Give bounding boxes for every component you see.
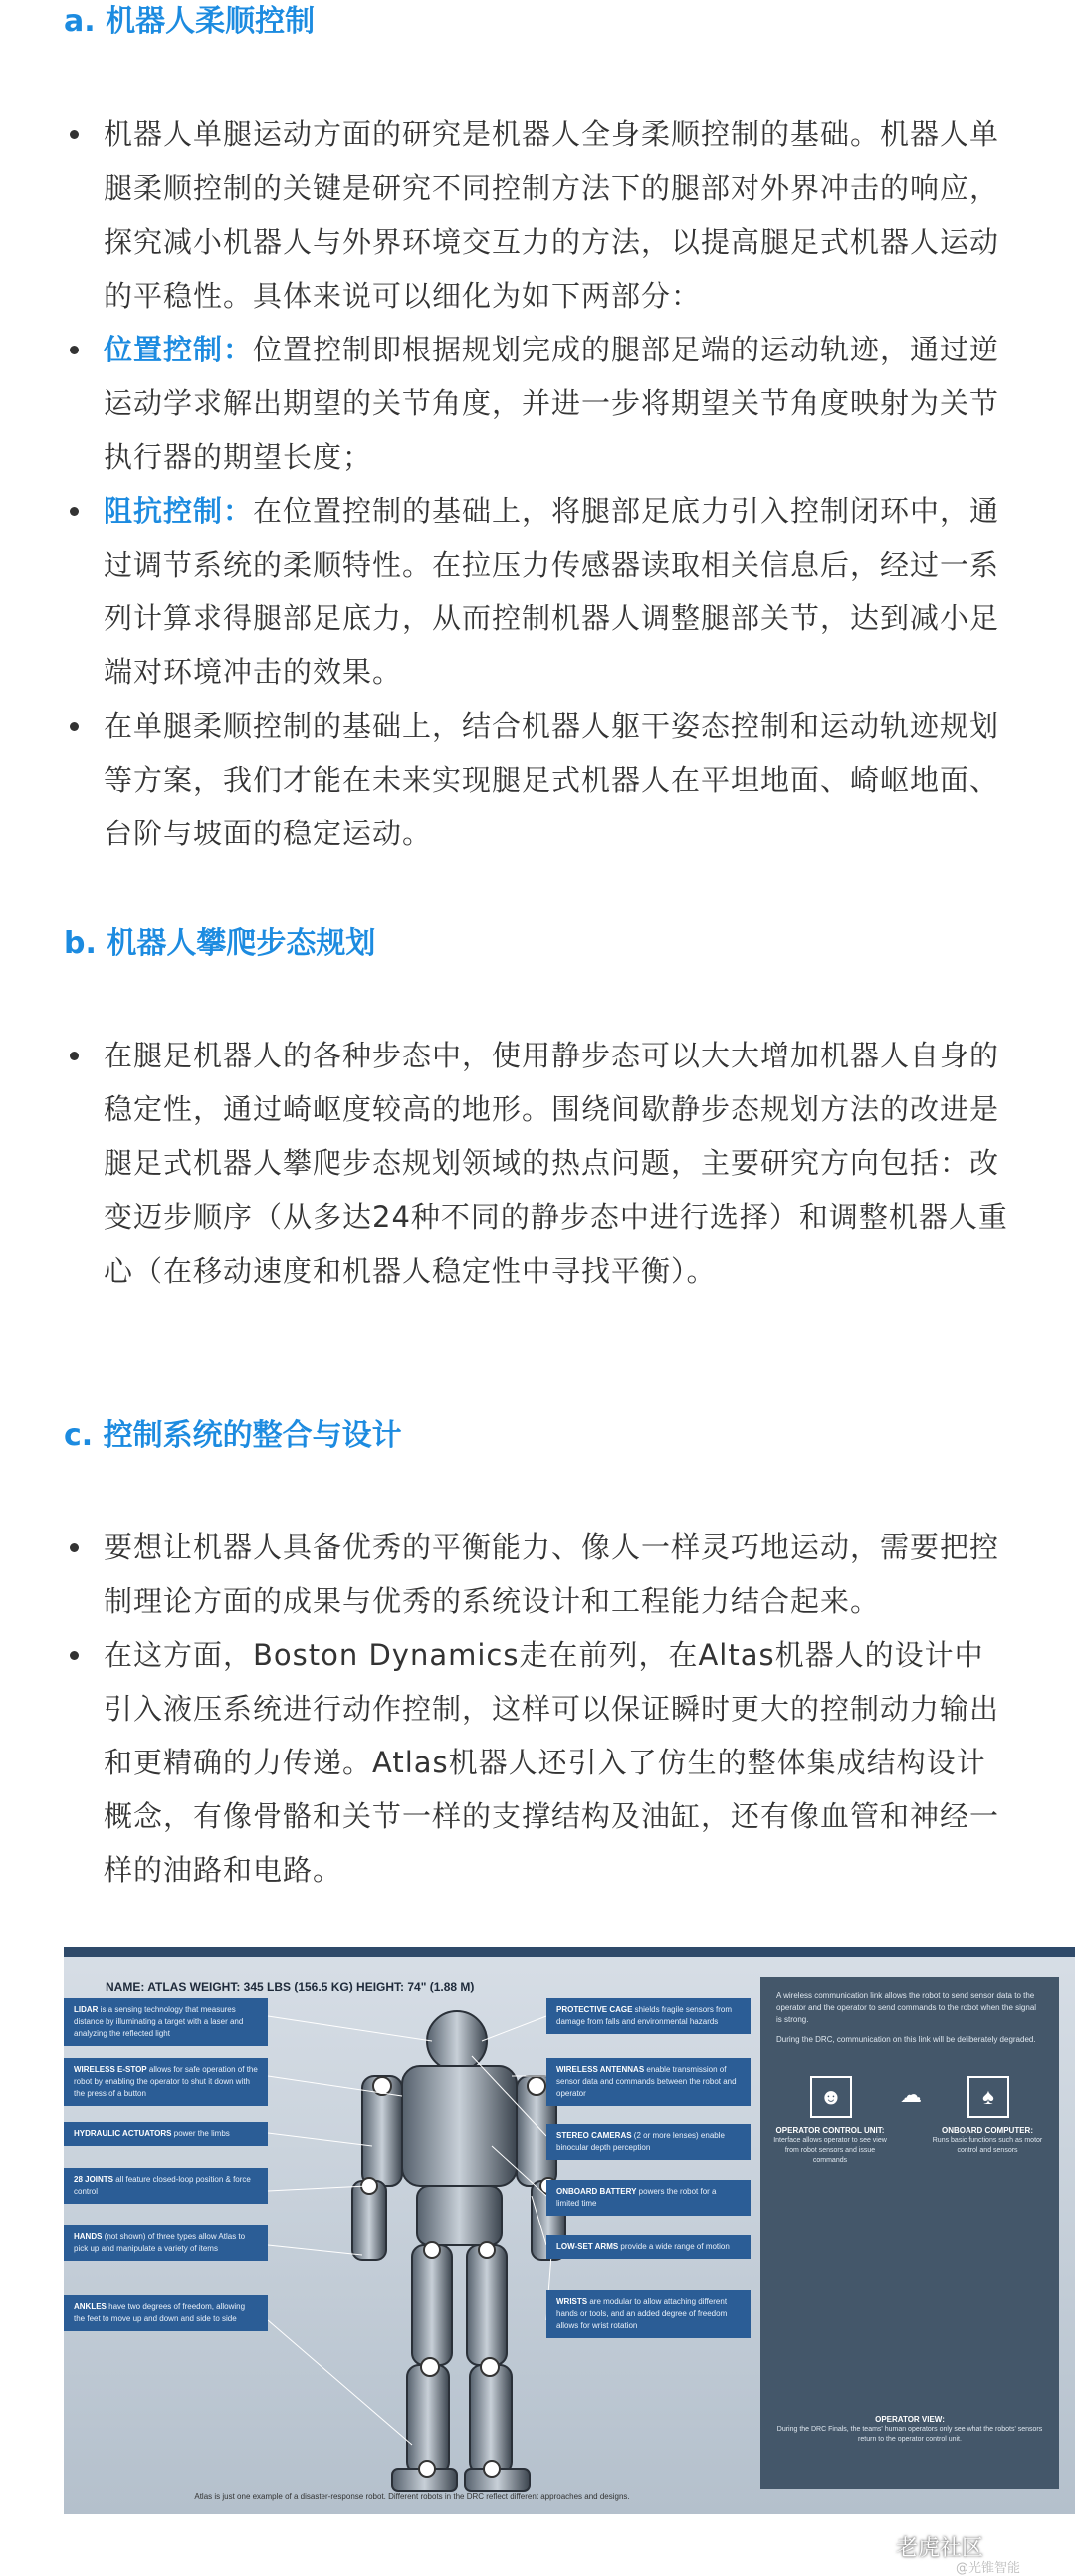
panel-text: A wireless communication link allows the robot to send sensor data to the operator and the operator to send commands to the robot when the signal is strong. bbox=[776, 1991, 1037, 2024]
callout-title: PROTECTIVE CAGE bbox=[556, 2005, 633, 2014]
operator-view-text: During the DRC Finals, the teams' human operators only see what the robots' sensors return to the operator control unit. bbox=[776, 2426, 1043, 2443]
bullet-text: 在位置控制的基础上，将腿部足底力引入控制闭环中，通过调节系统的柔顺特性。在拉压力传感器读取相关信息后，经过一系列计算求得腿部足底力，从而控制机器人调整腿部关节，达到减小足端对环境冲击的效果。 bbox=[104, 494, 1000, 689]
operator-view bbox=[776, 2415, 1043, 2445]
bullet-keyword: 阻抗控制： bbox=[104, 494, 254, 528]
callout-title: STEREO CAMERAS bbox=[556, 2131, 632, 2140]
callout-wrists bbox=[546, 2290, 751, 2338]
operator-icon: ☻ bbox=[810, 2076, 852, 2118]
callout-title: WIRELESS E-STOP bbox=[74, 2065, 147, 2074]
callout-text: provide a wide range of motion bbox=[618, 2242, 730, 2251]
bullet-text: 在单腿柔顺控制的基础上，结合机器人躯干姿态控制和运动轨迹规划等方案，我们才能在未来实现腿足式机器人在平坦地面、崎岖地面、台阶与坡面的稳定运动。 bbox=[104, 709, 1000, 850]
operator-control-unit bbox=[770, 2126, 890, 2166]
callout-title: LOW-SET ARMS bbox=[556, 2242, 619, 2251]
onboard-computer bbox=[928, 2126, 1047, 2156]
watermark-author: @光锥智能 bbox=[956, 2561, 1021, 2576]
callout-wireless-antennas bbox=[546, 2058, 751, 2106]
robot-icon: ♠ bbox=[968, 2076, 1009, 2118]
section-c-heading: c. 控制系统的整合与设计 bbox=[64, 1418, 402, 1453]
watermark-logo: 老虎社区 bbox=[896, 2536, 984, 2561]
list-item bbox=[64, 1521, 1009, 1628]
callout-text: all feature closed-loop position & force control bbox=[74, 2175, 251, 2196]
list-item bbox=[64, 108, 1009, 323]
callout-wireless-estop bbox=[64, 2058, 268, 2106]
atlas-infographic bbox=[64, 1947, 1075, 2514]
callout-text: (2 or more lenses) enable binocular depth perception bbox=[556, 2131, 725, 2152]
callout-title: LIDAR bbox=[74, 2005, 99, 2014]
callout-onboard-battery bbox=[546, 2180, 751, 2216]
bullet-text: 在腿足机器人的各种步态中，使用静步态可以大大增加机器人自身的稳定性，通过崎岖度较高的地形。围绕间歇静步态规划方法的改进是腿足式机器人攀爬步态规划领域的热点问题，主要研究方向包括：改变迈步顺序（从多达24种不同的静步态中进行选择）和调整机器人重心（在移动速度和机器人稳定性中寻找平衡）。 bbox=[104, 1039, 1008, 1288]
callout-text: allows for safe operation of the robot by enabling the operator to shut it down with the press of a button bbox=[74, 2065, 258, 2098]
callout-text: powers the robot for a limited time bbox=[556, 2187, 717, 2208]
unit-title: ONBOARD COMPUTER: bbox=[942, 2126, 1033, 2135]
list-item bbox=[64, 1029, 1009, 1297]
infographic-caption: Atlas is just one example of a disaster-response robot. Different robots in the DRC reflect different approaches and designs. bbox=[194, 2492, 630, 2501]
callout-hands bbox=[64, 2225, 268, 2261]
callout-low-set-arms bbox=[546, 2235, 751, 2259]
callout-title: WRISTS bbox=[556, 2297, 588, 2306]
robot-specs: NAME: ATLAS WEIGHT: 345 LBS (156.5 KG) HEIGHT: 74" (1.88 M) bbox=[106, 1980, 475, 1993]
unit-title: OPERATOR CONTROL UNIT: bbox=[775, 2126, 885, 2135]
panel-text: During the DRC, communication on this link will be deliberately degraded. bbox=[776, 2035, 1036, 2044]
callout-title: HANDS bbox=[74, 2232, 103, 2241]
callout-title: WIRELESS ANTENNAS bbox=[556, 2065, 645, 2074]
callout-stereo-cameras bbox=[546, 2124, 751, 2160]
list-item bbox=[64, 484, 1009, 699]
callout-text: power the limbs bbox=[171, 2129, 230, 2138]
callout-lidar bbox=[64, 1998, 268, 2046]
callout-title: HYDRAULIC ACTUATORS bbox=[74, 2129, 172, 2138]
callout-title: ONBOARD BATTERY bbox=[556, 2187, 637, 2196]
bullet-text: 要想让机器人具备优秀的平衡能力、像人一样灵巧地运动，需要把控制理论方面的成果与优秀的系统设计和工程能力结合起来。 bbox=[104, 1530, 1000, 1618]
list-item bbox=[64, 323, 1009, 484]
callout-title: ANKLES bbox=[74, 2302, 107, 2311]
section-b-heading: b. 机器人攀爬步态规划 bbox=[64, 926, 376, 961]
section-a-list bbox=[64, 108, 1009, 860]
communication-panel bbox=[760, 1977, 1059, 2489]
callout-text: have two degrees of freedom, allowing the feet to move up and down and side to side bbox=[74, 2302, 246, 2323]
callout-protective-cage bbox=[546, 1998, 751, 2034]
callout-joints bbox=[64, 2168, 268, 2204]
callout-ankles bbox=[64, 2295, 268, 2331]
bullet-keyword: 位置控制： bbox=[104, 333, 254, 366]
callout-title: 28 JOINTS bbox=[74, 2175, 114, 2184]
callout-text: shields fragile sensors from damage from falls and environmental hazards bbox=[556, 2005, 733, 2026]
callout-hydraulic-actuators bbox=[64, 2122, 268, 2146]
section-a-heading: a. 机器人柔顺控制 bbox=[64, 4, 316, 39]
section-c-list bbox=[64, 1521, 1009, 1897]
callout-text: is a sensing technology that measures distance by illuminating a target with a laser and analyzing the reflected light bbox=[74, 2005, 244, 2038]
cloud-signal-icon: ☁ bbox=[900, 2082, 922, 2107]
bullet-text: 在这方面，Boston Dynamics走在前列，在Altas机器人的设计中引入液压系统进行动作控制，这样可以保证瞬时更大的控制动力输出和更精确的力传递。Atlas机器人还引入了仿生的整体集成结构设计概念，有像骨骼和关节一样的支撑结构及油缸，还有像血管和神经一样的油路和电路。 bbox=[104, 1638, 1000, 1887]
unit-text: Runs basic functions such as motor control and sensors bbox=[932, 2137, 1043, 2154]
operator-view-title: OPERATOR VIEW: bbox=[875, 2415, 945, 2424]
callout-text: are modular to allow attaching different hands or tools, and an added degree of freedom allows for wrist rotation bbox=[556, 2297, 728, 2330]
section-b-list bbox=[64, 1029, 1009, 1297]
callout-text: enable transmission of sensor data and commands between the robot and operator bbox=[556, 2065, 737, 2098]
bullet-text: 位置控制即根据规划完成的腿部足端的运动轨迹，通过逆运动学求解出期望的关节角度，并进一步将期望关节角度映射为关节执行器的期望长度； bbox=[104, 333, 1000, 474]
bullet-text: 机器人单腿运动方面的研究是机器人全身柔顺控制的基础。机器人单腿柔顺控制的关键是研究不同控制方法下的腿部对外界冲击的响应，探究减小机器人与外界环境交互力的方法，以提高腿足式机器人运动的平稳性。具体来说可以细化为如下两部分： bbox=[104, 117, 1000, 313]
list-item bbox=[64, 699, 1009, 860]
unit-text: Interface allows operator to see view from robot sensors and issue commands bbox=[773, 2137, 887, 2164]
callout-text: (not shown) of three types allow Atlas to pick up and manipulate a variety of items bbox=[74, 2232, 246, 2253]
list-item bbox=[64, 1628, 1009, 1897]
